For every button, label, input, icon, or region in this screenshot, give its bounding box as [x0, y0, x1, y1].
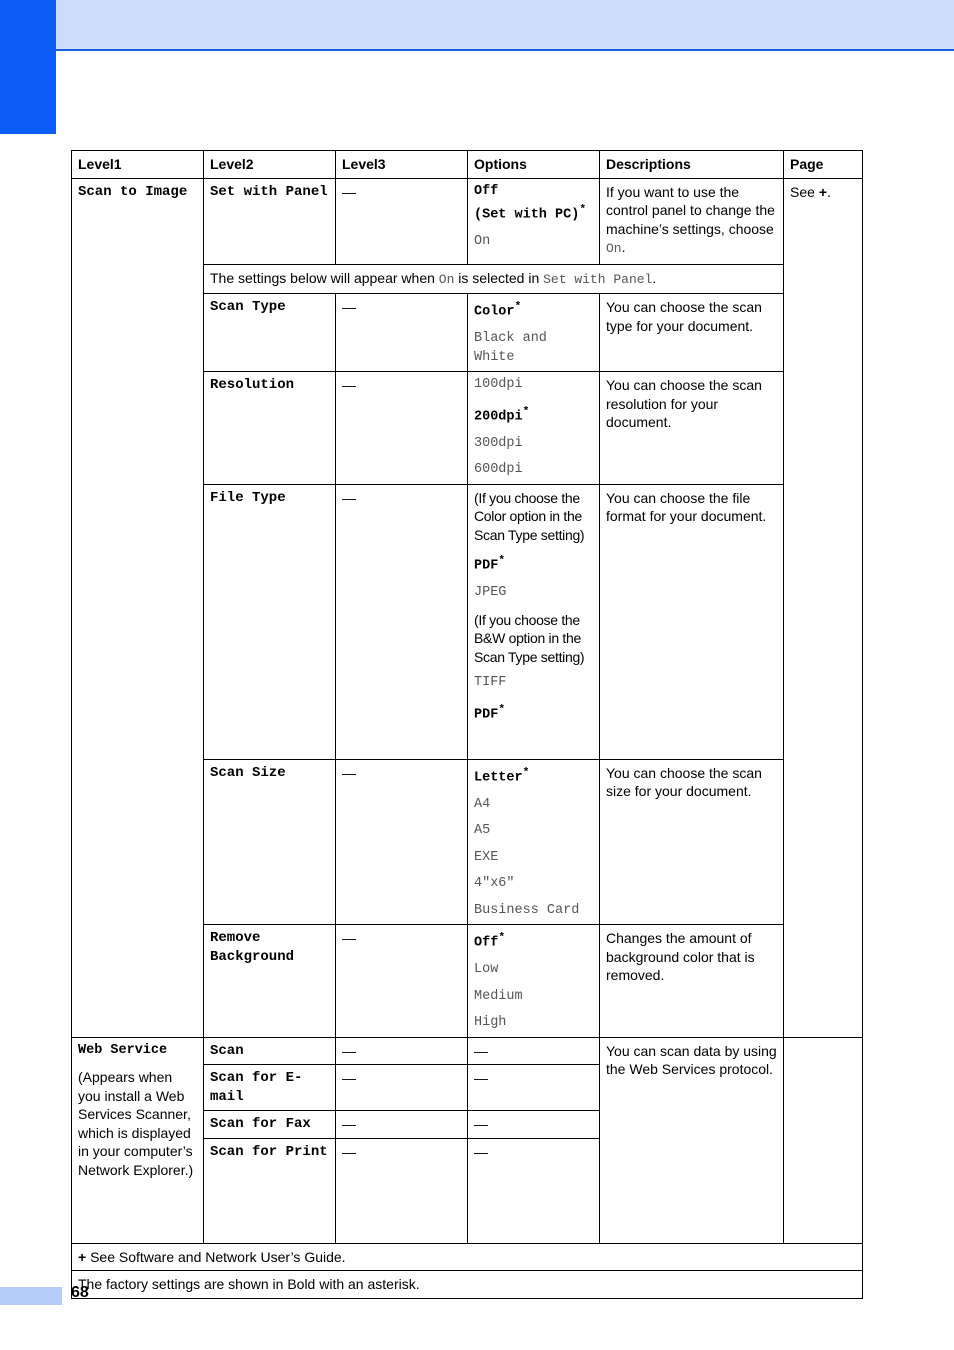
option: Black and White — [474, 331, 547, 365]
level2-set-with-panel: Set with Panel — [204, 178, 336, 264]
level2-scan-type: Scan Type — [204, 294, 336, 372]
footer-band — [0, 1287, 62, 1305]
option-default: Off* — [474, 932, 506, 951]
level3-cell: — — [336, 1111, 468, 1139]
option: JPEG — [474, 585, 507, 600]
option: 300dpi — [474, 435, 523, 451]
options-cell — [468, 294, 600, 372]
option: A4 — [474, 796, 491, 812]
options-cell — [468, 925, 600, 1038]
footnote-cross-reference: + See Software and Network User’s Guide. — [72, 1243, 863, 1271]
options-cell: — — [468, 1037, 600, 1065]
option-note: (If you choose the B&W option in the Scan Type setting) — [474, 611, 585, 665]
options-cell — [468, 178, 600, 264]
level3-cell: — — [336, 1037, 468, 1065]
level2-scan-for-print: Scan for Print — [204, 1138, 336, 1243]
option: TIFF — [474, 675, 507, 690]
level2-file-type: File Type — [204, 484, 336, 759]
option: Business Card — [474, 902, 580, 918]
level1-scan-to-image: Scan to Image — [72, 178, 204, 1037]
footnote-factory-settings: The factory settings are shown in Bold with an asterisk. — [72, 1271, 863, 1299]
level3-cell: — — [336, 1138, 468, 1243]
chapter-tab — [0, 0, 56, 134]
description-cell: Changes the amount of background color that is removed. — [600, 925, 784, 1038]
web-service-note: (Appears when you install a Web Services Scanner, which is displayed in your computer’s Network Explorer.) — [78, 1069, 194, 1178]
description-cell: You can choose the scan resolution for your document. — [600, 372, 784, 485]
option: 100dpi — [474, 377, 523, 392]
option: On — [474, 234, 491, 249]
table-row — [72, 1037, 863, 1065]
option-default: 200dpi* — [474, 405, 530, 424]
level3-cell: — — [336, 178, 468, 264]
level2-scan: Scan — [204, 1037, 336, 1065]
set-with-panel-note: The settings below will appear when On is selected in Set with Panel. — [204, 264, 784, 294]
settings-table — [71, 150, 863, 1299]
option-default: (Set with PC)* — [474, 204, 587, 223]
level3-cell: — — [336, 759, 468, 925]
level1-web-service: Web Service (Appears when you install a Web Services Scanner, which is displayed in your computer’s Network Explorer.) — [72, 1037, 204, 1243]
options-cell — [468, 484, 600, 759]
header-level2: Level2 — [204, 151, 336, 179]
footnote-row — [72, 1243, 863, 1271]
description-cell: You can scan data by using the Web Services protocol. — [600, 1037, 784, 1243]
option: EXE — [474, 849, 499, 865]
options-cell: — — [468, 1138, 600, 1243]
description-cell: You can choose the scan type for your document. — [600, 294, 784, 372]
level2-resolution: Resolution — [204, 372, 336, 485]
level2-scan-for-fax: Scan for Fax — [204, 1111, 336, 1139]
header-options: Options — [468, 151, 600, 179]
header-row — [72, 151, 863, 179]
header-descriptions: Descriptions — [600, 151, 784, 179]
level2-scan-size: Scan Size — [204, 759, 336, 925]
header-level1: Level1 — [72, 151, 204, 179]
option-note: (If you choose the Color option in the Scan Type setting) — [474, 489, 585, 543]
options-cell — [468, 759, 600, 925]
header-level3: Level3 — [336, 151, 468, 179]
option-default: Off — [474, 183, 499, 199]
option: 600dpi — [474, 462, 523, 477]
level2-remove-background: Remove Background — [204, 925, 336, 1038]
option-default: PDF* — [474, 555, 506, 574]
cross-reference-icon: + — [78, 1248, 87, 1265]
option: Medium — [474, 988, 523, 1004]
level3-cell: — — [336, 484, 468, 759]
footnote-row — [72, 1271, 863, 1299]
option: Low — [474, 962, 499, 977]
page-cell — [784, 1037, 863, 1243]
level3-cell: — — [336, 1065, 468, 1111]
option: 4"x6" — [474, 876, 515, 891]
option-default: Color* — [474, 301, 522, 320]
page-cell: See +. — [784, 178, 863, 1037]
level3-cell: — — [336, 294, 468, 372]
description-cell: You can choose the file format for your document. — [600, 484, 784, 759]
option: A5 — [474, 823, 491, 838]
header-band — [0, 0, 954, 51]
level3-cell: — — [336, 372, 468, 485]
option: High — [474, 1015, 507, 1030]
level3-cell: — — [336, 925, 468, 1038]
options-cell — [468, 372, 600, 485]
description-cell: You can choose the scan size for your document. — [600, 759, 784, 925]
option-default: PDF* — [474, 703, 506, 722]
options-cell: — — [468, 1065, 600, 1111]
option-default: Letter* — [474, 766, 530, 785]
table-row — [72, 178, 863, 264]
cross-reference-icon: + — [818, 183, 827, 200]
description-cell: If you want to use the control panel to change the machine’s settings, choose On. — [600, 178, 784, 264]
header-page: Page — [784, 151, 863, 179]
page-number: 68 — [71, 1284, 89, 1301]
options-cell: — — [468, 1111, 600, 1139]
level2-scan-for-email: Scan for E-mail — [204, 1065, 336, 1111]
